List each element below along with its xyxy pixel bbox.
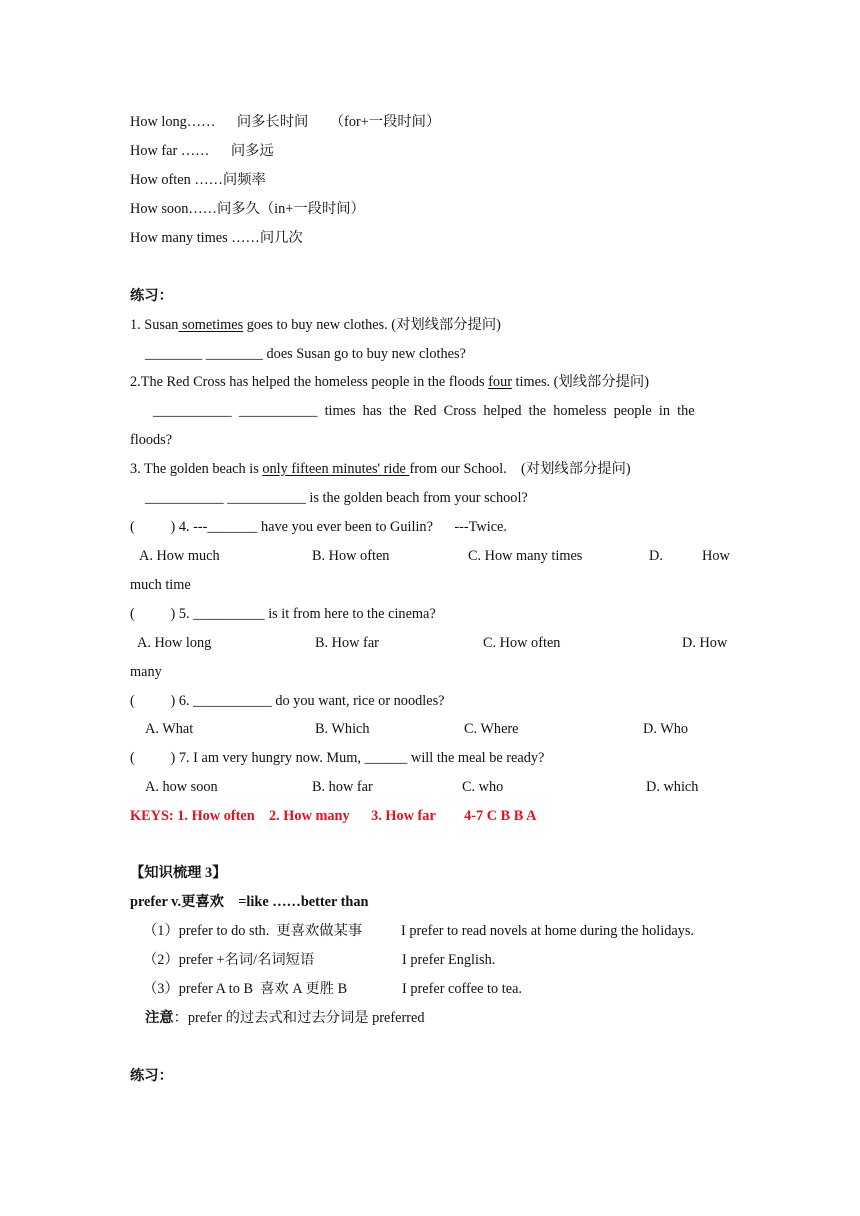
note — [145, 1008, 425, 1028]
question-7: ( ) 7. I am very hungry now. Mum, ______ will the meal be ready? — [130, 750, 545, 766]
question-5: ( ) 5. __________ is it from here to the cinema? — [130, 606, 436, 622]
q6-option-a: A. What — [145, 721, 194, 737]
phrase-how-far: How far …… 问多远 — [130, 143, 274, 159]
q1-prefix: 1. Susan — [130, 317, 179, 333]
q5-option-b: B. How far — [315, 635, 379, 651]
q7-option-b: B. how far — [312, 779, 373, 795]
q6-option-c: C. Where — [464, 721, 519, 737]
note-text: ：prefer 的过去式和过去分词是 preferred — [173, 1010, 425, 1026]
question-3 — [130, 459, 631, 479]
phrase-how-often: How often ……问频率 — [130, 172, 266, 188]
q3-underlined: only fifteen minutes' ride — [262, 461, 410, 477]
section-title: 【知识梳理 3】 — [130, 865, 227, 881]
usage-3-label: （3）prefer A to B 喜欢 A 更胜 B — [143, 981, 348, 997]
usage-2-label: （2）prefer +名词/名词短语 — [143, 952, 315, 968]
note-label: 注意 — [145, 1010, 174, 1026]
q4-option-d: D. — [649, 548, 663, 564]
q3-answer-line: ___________ ___________ is the golden beach from your school? — [145, 490, 528, 506]
phrase-how-soon: How soon……问多久（in+一段时间） — [130, 201, 365, 217]
q4-option-d-cont: much time — [130, 577, 191, 593]
q2-answer-cont: floods? — [130, 432, 173, 448]
usage-1-example: I prefer to read novels at home during the holidays. — [401, 923, 694, 939]
question-4: ( ) 4. ---_______ have you ever been to Guilin? ---Twice. — [130, 519, 507, 535]
q5-option-d-cont: many — [130, 664, 162, 680]
q7-option-d: D. which — [646, 779, 699, 795]
usage-3-example: I prefer coffee to tea. — [402, 981, 522, 997]
q4-option-a: A. How much — [139, 548, 220, 564]
q4-option-d-word: How — [702, 548, 730, 564]
practice-heading-2: 练习： — [130, 1068, 173, 1084]
q3-prefix: 3. The golden beach is — [130, 461, 263, 477]
question-1 — [130, 315, 501, 335]
q1-suffix: goes to buy new clothes. (对划线部分提问) — [243, 317, 501, 333]
q2-underlined: four — [488, 374, 512, 390]
q4-option-c: C. How many times — [468, 548, 583, 564]
q7-option-a: A. how soon — [145, 779, 218, 795]
answer-keys: KEYS: 1. How often 2. How many 3. How far 4-7 C B B A — [130, 808, 537, 824]
phrase-how-many-times: How many times ……问几次 — [130, 230, 303, 246]
q2-answer-line: ___________ ___________ times has the Red Cross helped the homeless people in the — [153, 403, 695, 419]
q5-option-a: A. How long — [137, 635, 212, 651]
q2-suffix: times. (划线部分提问) — [511, 374, 649, 390]
q7-option-c: C. who — [462, 779, 504, 795]
question-6: ( ) 6. ___________ do you want, rice or noodles? — [130, 693, 445, 709]
usage-1-label: （1）prefer to do sth. 更喜欢做某事 — [143, 923, 363, 939]
q3-suffix: from our School. (对划线部分提问) — [409, 461, 631, 477]
q1-answer-line: ________ ________ does Susan go to buy new clothes? — [145, 346, 466, 362]
q2-prefix: 2.The Red Cross has helped the homeless people in the floods — [130, 374, 489, 390]
q6-option-b: B. Which — [315, 721, 370, 737]
phrase-how-long: How long…… 问多长时间 （for+一段时间） — [130, 114, 441, 130]
q5-option-c: C. How often — [483, 635, 561, 651]
prefer-headline: prefer v.更喜欢 =like ……better than — [130, 894, 369, 910]
q1-underlined: sometimes — [178, 317, 244, 333]
q4-option-b: B. How often — [312, 548, 390, 564]
question-2 — [130, 372, 649, 392]
practice-heading: 练习： — [130, 288, 173, 304]
usage-2-example: I prefer English. — [402, 952, 496, 968]
q6-option-d: D. Who — [643, 721, 689, 737]
q5-option-d: D. How — [682, 635, 728, 651]
